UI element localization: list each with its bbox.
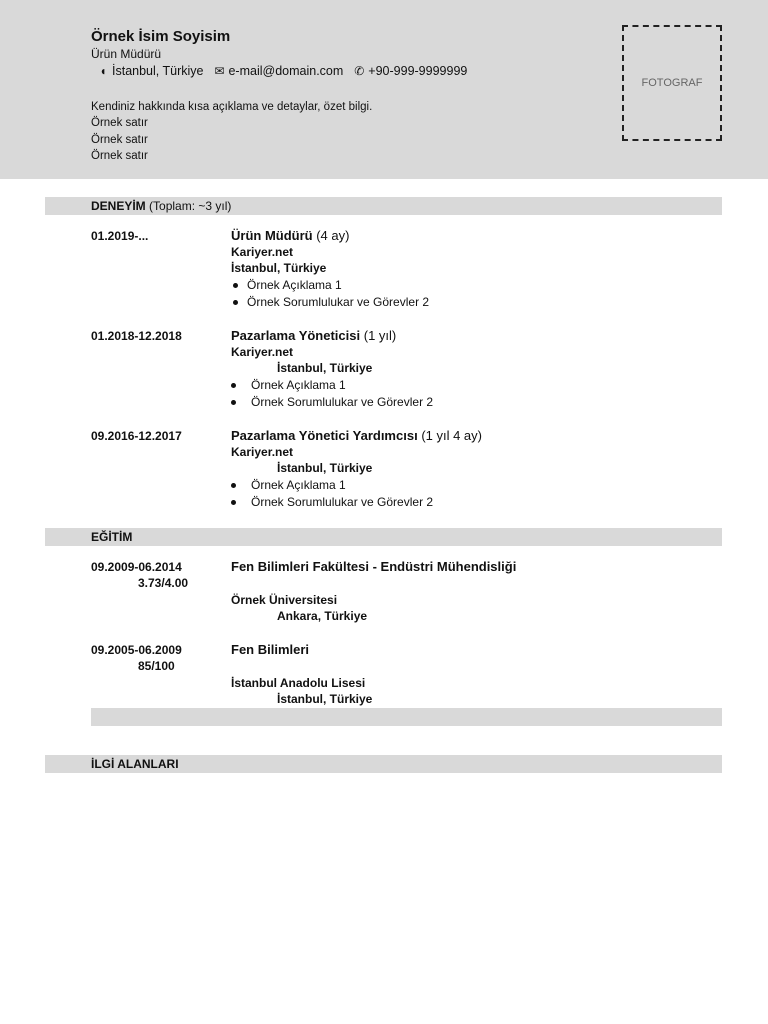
bullet-dot-icon [231,500,236,505]
experience-role: Ürün Müdürü (4 ay) [231,228,350,243]
experience-heading-band [45,197,722,215]
education-date: 09.2005-06.2009 [91,643,182,657]
bullet-dot-icon [231,483,236,488]
bullet-dot-icon [233,300,238,305]
experience-role: Pazarlama Yöneticisi (1 yıl) [231,328,397,343]
list-item: Örnek Sorumlulukar ve Görevler 2 [231,495,433,509]
summary-line: Örnek satır [91,133,148,146]
summary-line: Örnek satır [91,117,148,130]
contact-location: İstanbul, Türkiye [112,64,204,78]
empty-band [91,708,722,726]
bullet-dot-icon [231,400,236,405]
experience-location: İstanbul, Türkiye [277,461,373,475]
interests-heading-band [45,755,722,773]
list-item: Örnek Sorumlulukar ve Görevler 2 [231,395,433,409]
education-date: 09.2009-06.2014 [91,560,182,574]
experience-location: İstanbul, Türkiye [231,261,327,275]
contact-line [96,64,467,78]
education-heading: EĞİTİM [91,530,133,544]
experience-role: Pazarlama Yönetici Yardımcısı (1 yıl 4 ay) [231,428,482,443]
education-school: İstanbul Anadolu Lisesi [231,676,366,690]
education-heading-band [45,528,722,546]
education-grade: 3.73/4.00 [138,576,189,590]
experience-company: Kariyer.net [231,245,294,259]
location-pin-icon: ◖ [99,64,107,78]
experience-date: 01.2019-... [91,229,149,243]
list-item: Örnek Açıklama 1 [231,378,346,392]
list-item: Örnek Açıklama 1 [233,278,342,292]
experience-date: 09.2016-12.2017 [91,429,182,443]
person-name: Örnek İsim Soyisim [91,28,231,45]
interests-heading: İLGİ ALANLARI [91,757,179,771]
education-program: Fen Bilimleri Fakültesi - Endüstri Mühendisliği [231,559,517,574]
experience-company: Kariyer.net [231,445,294,459]
phone-icon: ✆ [354,64,365,78]
summary-block [91,99,372,165]
photo-placeholder[interactable] [622,25,722,141]
experience-location: İstanbul, Türkiye [277,361,373,375]
education-program: Fen Bilimleri [231,642,310,657]
experience-company: Kariyer.net [231,345,294,359]
list-item: Örnek Sorumlulukar ve Görevler 2 [233,295,429,309]
header-panel [0,0,768,179]
contact-phone[interactable]: +90-999-9999999 [368,64,468,78]
bullet-dot-icon [233,283,238,288]
education-school: Örnek Üniversitesi [231,593,338,607]
job-title: Ürün Müdürü [91,47,162,61]
contact-email[interactable]: e-mail@domain.com [228,64,344,78]
education-grade: 85/100 [138,659,175,673]
summary-line: Örnek satır [91,150,148,163]
photo-label: FOTOGRAF [641,77,703,89]
envelope-icon: ✉ [214,64,225,78]
education-location: İstanbul, Türkiye [277,692,373,706]
education-location: Ankara, Türkiye [277,609,368,623]
summary-line: Kendiniz hakkında kısa açıklama ve detaylar, özet bilgi. [91,101,373,113]
experience-date: 01.2018-12.2018 [91,329,182,343]
experience-heading: DENEYİM (Toplam: ~3 yıl) [91,199,232,213]
list-item: Örnek Açıklama 1 [231,478,346,492]
bullet-dot-icon [231,383,236,388]
